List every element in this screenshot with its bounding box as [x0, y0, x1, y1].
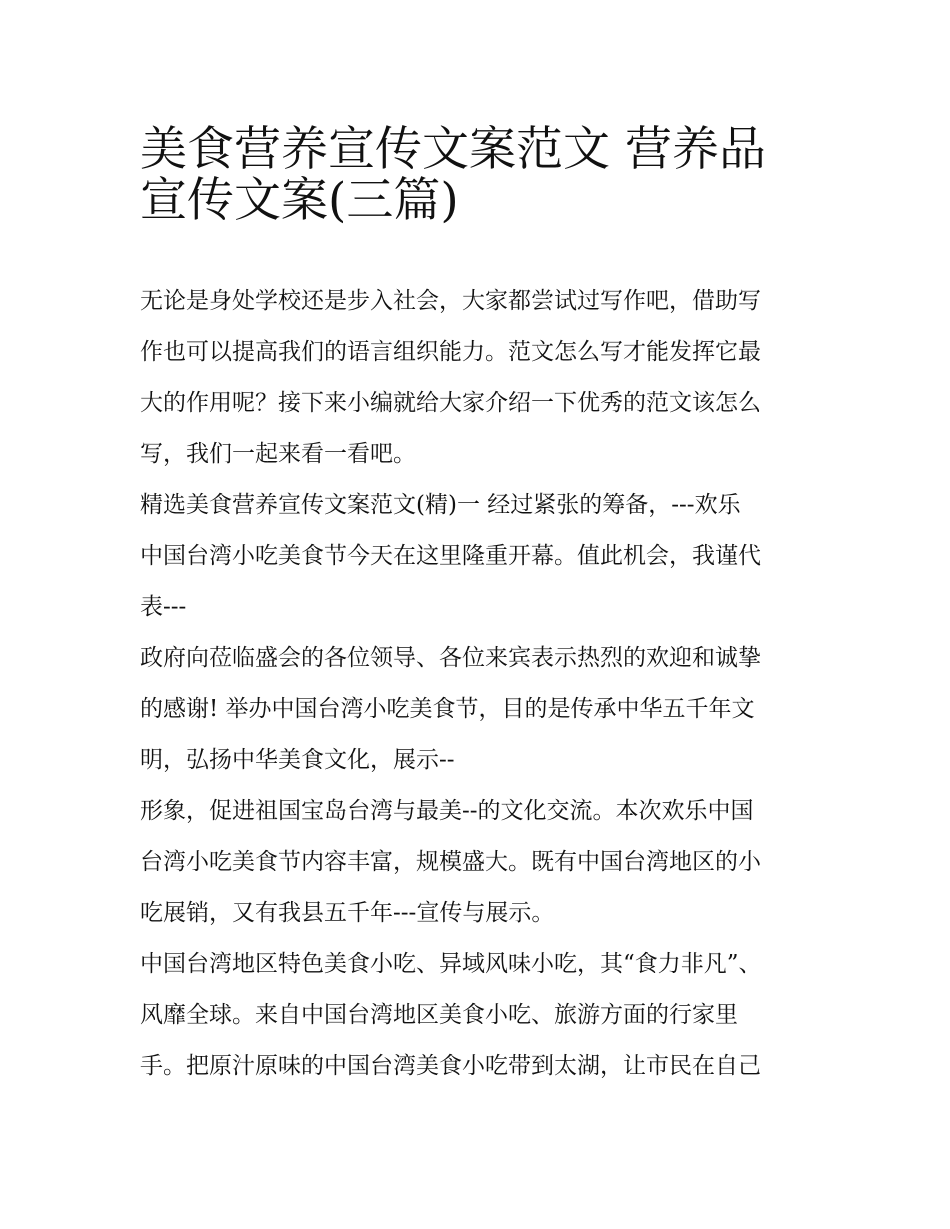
text-line: 中国台湾小吃美食节今天在这里隆重开幕。值此机会，我谨代: [140, 543, 761, 569]
text-line: 精选美食营养宣传文案范文(精)一 经过紧张的筹备，---欢乐: [140, 492, 741, 518]
text-line: 写，我们一起来看一看吧。: [140, 441, 416, 467]
text-line: 吃展销，又有我县五千年---宣传与展示。: [140, 900, 555, 926]
text-line: 风靡全球。来自中国台湾地区美食小吃、旅游方面的行家里: [140, 1002, 738, 1028]
text-line: 中国台湾地区特色美食小吃、异域风味小吃，其“食力非凡”、: [140, 951, 762, 977]
title-line: 美食营养宣传文案范文 营养品: [140, 122, 766, 177]
text-line: 的感谢! 举办中国台湾小吃美食节，目的是传承中华五千年文: [140, 696, 755, 722]
document-title: [140, 112, 820, 228]
text-line: 无论是身处学校还是步入社会，大家都尝试过写作吧，借助写: [140, 288, 761, 314]
text-line: 明，弘扬中华美食文化，展示--: [140, 747, 455, 773]
paragraph-specialties: [140, 939, 820, 1092]
text-line: 政府向莅临盛会的各位领导、各位来宾表示热烈的欢迎和诚挚: [140, 645, 761, 671]
paragraph-exchange: [140, 786, 820, 939]
text-line: 手。把原汁原味的中国台湾美食小吃带到太湖，让市民在自己: [140, 1053, 761, 1079]
paragraph-opening: [140, 480, 820, 633]
text-line: 表---: [140, 594, 187, 620]
text-line: 台湾小吃美食节内容丰富，规模盛大。既有中国台湾地区的小: [140, 849, 761, 875]
paragraph-intro: [140, 276, 820, 480]
text-line: 作也可以提高我们的语言组织能力。范文怎么写才能发挥它最: [140, 339, 761, 365]
text-line: 形象，促进祖国宝岛台湾与最美--的文化交流。本次欢乐中国: [140, 798, 754, 824]
document-body: [140, 276, 820, 1092]
text-line: 大的作用呢？接下来小编就给大家介绍一下优秀的范文该怎么: [140, 390, 761, 416]
paragraph-welcome: [140, 633, 820, 786]
title-line: 宣传文案(三篇): [140, 173, 459, 228]
